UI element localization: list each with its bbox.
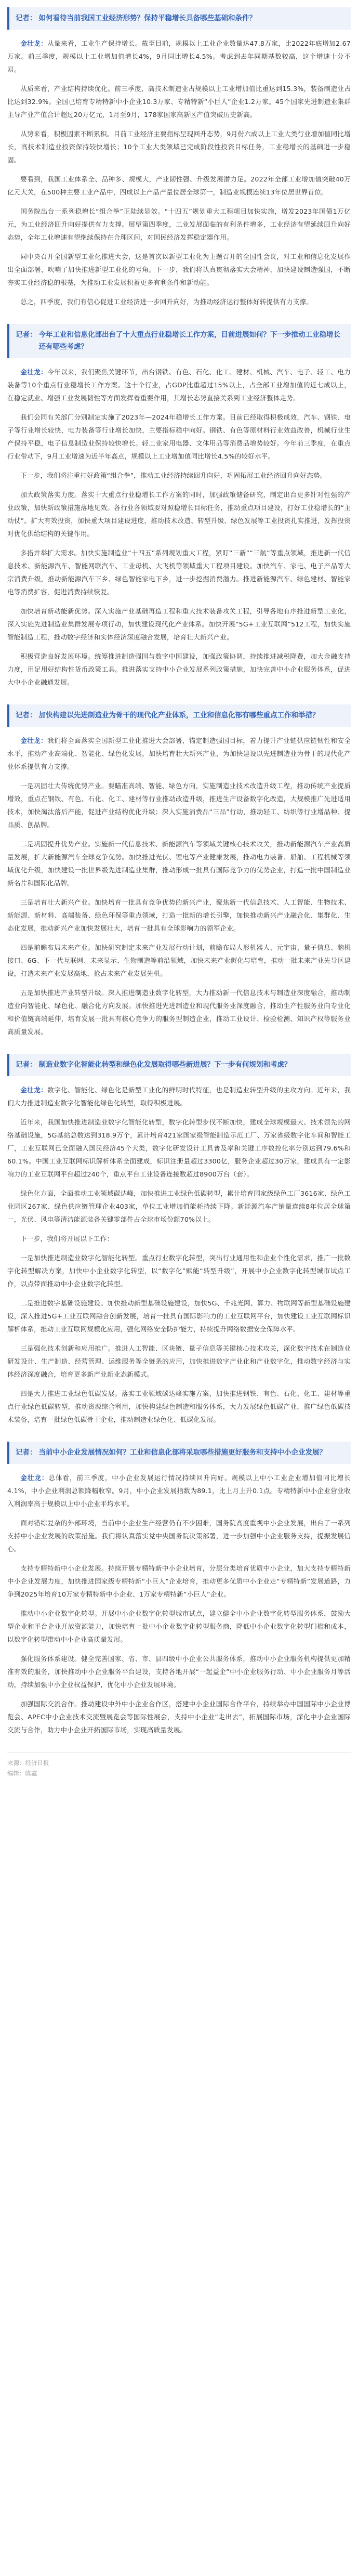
paragraph-text: 今年以来，我们聚焦关键环节，出台钢铁、有色、石化、化工、建材、机械、汽车、电子、轻工、电力装备等10个重点行业稳增长工作方案。这十个行业，占GDP比重超过15%以上，占全部工业增加值的近七成以上，在稳定就业、增强工业发展韧性等方面发挥着重要作用，其增长态势直接关系到工业经济整体走势。 bbox=[7, 368, 351, 402]
question-tag: 记者： bbox=[16, 331, 37, 339]
paragraph-text: 加强国际交流合作。推动建设中外中小企业合作区，搭建中小企业国际合作平台，持续举办中国国际中小企业博览会、APEC中小企业技术交流暨展览会等国际性展会，支持中小企业“走出去”，拓展国际市场，深化中小企业国际交流与合作，助力中小企业开拓国际市场，实现高质量发展。 bbox=[7, 1700, 351, 1734]
answer-paragraph bbox=[7, 896, 351, 935]
paragraph-text: 四是前瞻布局未来产业。加快研究制定未来产业发展行动计划，前瞻布局人形机器人、元宇宙、量子信息、脑机接口、6G、下一代互联网、未来显示、生物制造等前沿领域，加快未来产业孵化与培育，推动一批未来产业先导区建设，打造未来产业发展高地，抢占未来产业发展先机。 bbox=[7, 944, 351, 977]
paragraph-text: 从量来看，工业生产保持增长。截至目前，规模以上工业企业数量达47.8万家，比2022年底增加2.67万家。前三季度，规模以上工业增加值增长4%，9月同比增长4.5%。考虑到去年同期基数较高，这个增速十分不易。 bbox=[7, 40, 351, 73]
answer-paragraph bbox=[7, 411, 351, 463]
paragraph-text: 面对错综复杂的外部环境，当前中小企业生产经营仍有不少困难，国务院高度重视中小企业发展，出台了一系列支持中小企业发展的政策措施。我们将认真落实党中央国务院决策部署，进一步加强中小企业服务支持，提振发展信心。 bbox=[7, 1519, 351, 1553]
paragraph-text: 强化服务体系建设。健全完善国家、省、市、县四级中小企业公共服务体系，推动中小企业服务机构提供更加精准有效的服务，加快推动中小企业服务平台建设，支持各地开展“一起益企”中小企业服务行动、中小企业服务月等活动，持续加强中小企业权益保护，优化中小企业发展环境。 bbox=[7, 1655, 351, 1689]
answer-paragraph bbox=[7, 1516, 351, 1555]
paragraph-text: 我们会同有关部门分别制定实施了2023年—2024年稳增长工作方案。目前已经取得积极成效，汽车、钢铁、电子等行业增长较快，电力装备等行业增长加快，主要指标稳中向好。钢铁、有色等原材料行业效益改善，机械行业生产保持平稳，电子信息制造业保持较快增长。轻工业家用电器、文体用品等消费品增势较好。今年前三季度，在重点行业带动下，9月工业增速为近半年高点，规模以上工业增加值同比增长4.5%的较好水平。 bbox=[7, 413, 351, 460]
qa-block bbox=[7, 7, 351, 308]
answer-paragraph bbox=[7, 1652, 351, 1691]
answer-paragraph bbox=[7, 941, 351, 980]
paragraph-text: 三是培育壮大新兴产业。加快培育一批具有竞争优势的新兴产业，聚焦新一代信息技术、人工智能、生物技术、新能源、新材料、高端装备、绿色环保等重点领域，打造一批新的增长引擎，加快推动新兴产业融合化、集群化、生态化发展，推动新兴产业加快发展壮大，培育一批具有全球影响力的领军企业。 bbox=[7, 898, 351, 932]
paragraph-text: 四是大力推进工业绿色低碳发展。落实工业领域碳达峰实施方案，加快推进钢铁、有色、石化、化工、建材等重点行业绿色低碳转型，推动资源综合利用，加快构建绿色制造和服务体系，大力发展绿色低碳产业，推广绿色低碳技术装备，培育一批绿色低碳骨干企业，推动制造业绿色化、低碳化发展。 bbox=[7, 1390, 351, 1423]
question-banner bbox=[7, 1054, 351, 1076]
question-banner bbox=[7, 704, 351, 727]
paragraph-text: 近年来，我国加快推进制造业数字化智能化转型，数字化转型步伐不断加快，建成全球规模最大、技术领先的网络基础设施，5G基站总数达到318.9万个，累计培育421家国家级智能制造示范工厂、万家省级数字化车间和智能工厂，工业互联网已全面融入国民经济45个大类，数字化研发设计工具普及率和关键工序数控化率分别达到79.6%和60.1%。中国工业互联网标识解析体系全面建成，标识注册量超过3300亿，服务企业超过30万家，建成具有一定影响力的工业互联网平台超过240个，重点平台工业设备连接数超过8900万台（套）。 bbox=[7, 1118, 351, 1178]
qa-block bbox=[7, 704, 351, 1038]
answer-paragraph bbox=[7, 986, 351, 1038]
speaker-name: 金壮龙： bbox=[20, 40, 48, 47]
answer-paragraph bbox=[7, 205, 351, 244]
paragraph-text: 二是推进数字基础设施建设。加快推动新型基础设施建设，加快5G、千兆光网、算力、物联网等新型基础设施建设，深入推进5G+工业互联网融合创新发展，培育一批具有国际影响力的工业互联网平台，加快建设工业互联网标识解析体系，推动工业互联网规模化应用，强化网络安全防护能力，持续提升网络数据安全保障水平。 bbox=[7, 1299, 351, 1333]
paragraph-text: 五是加快推进产业转型升级。深入推进制造业数字化转型，大力推动新一代信息技术与制造业深度融合，推动制造业向智能化、绿色化、融合化方向发展。加快推进先进制造业和现代服务业深度融合，推动生产性服务业向专业化和价值链高端延伸，培育发展一批具有核心竞争力的服务型制造企业，推动工业设计、检验检测、知识产权等服务业高质量发展。 bbox=[7, 989, 351, 1036]
article-footer bbox=[7, 1752, 351, 1779]
speaker-name: 金壮龙： bbox=[20, 1474, 49, 1482]
question-tag: 记者： bbox=[16, 1448, 37, 1457]
paragraph-text: 数字化、智能化、绿色化是新型工业化的鲜明时代特征，也是制造业转型升级的主攻方向。近年来，我们大力推进制造业数字化智能化绿色化转型，取得积极进展。 bbox=[7, 1086, 351, 1107]
qa-block bbox=[7, 1442, 351, 1736]
answer-paragraph bbox=[7, 127, 351, 166]
answer-paragraph bbox=[7, 605, 351, 644]
answer-paragraph bbox=[7, 82, 351, 121]
paragraph-text: 要看到，我国工业体系全、品种多、规模大，产业韧性强、升级发展潜力足。2022年全部工业增加值突破40万亿元大关，在500种主要工业产品中，四成以上产品产量位居全球第一，制造业规模连续13年位居世界首位。 bbox=[7, 175, 351, 196]
answer-paragraph bbox=[7, 1607, 351, 1646]
question-tag: 记者： bbox=[16, 711, 37, 720]
paragraph-text: 总体看，前三季度，中小企业发展运行情况持续回升向好。规模以上中小工业企业增加值同比增长4.1%，中小企业利润总额降幅收窄。9月，中小企业发展指数为89.1，比上月上升0.1点。专精特新中小企业营业收入利润率高于规模以上中小企业平均水平。 bbox=[7, 1474, 351, 1508]
answer-paragraph bbox=[7, 37, 351, 76]
paragraph-text: 我们将全面落实全国新型工业化推进大会部署，锚定制造强国目标，着力提升产业链供应链韧性和安全水平，推动产业高端化、智能化、绿色化发展，加快培育壮大新兴产业，为加快建设以先进制造业为骨干的现代化产业体系提供有力支撑。 bbox=[7, 737, 351, 770]
paragraph-text: 总之，四季度，我们有信心促进工业经济进一步回升向好，为推动经济运行整体好转提供有力支撑。 bbox=[20, 298, 313, 306]
answer-paragraph bbox=[7, 1342, 351, 1381]
question-text: 当前中小企业发展情况如何？工业和信息化部将采取哪些措施更好服务和支持中小企业发展？ bbox=[38, 1448, 326, 1457]
answer-paragraph bbox=[7, 365, 351, 404]
paragraph-text: 加快培育新动能新优势。深入实施产业基础再造工程和重大技术装备攻关工程，引导各地有序推进新型工业化，深入实施先进制造业集群发展专项行动，加快建设现代化产业体系。加快开展“5G+工业互联网”512工程，加快实施智能制造工程，推动数字经济和实体经济深度融合发展，培育壮大新兴产业。 bbox=[7, 607, 351, 641]
answer-paragraph bbox=[7, 1697, 351, 1736]
answer-paragraph bbox=[7, 469, 351, 482]
question-text: 今年工业和信息化部出台了十大重点行业稳增长工作方案，目前进展如何？下一步推动工业稳增长还有哪些考虑？ bbox=[38, 331, 340, 351]
answer-paragraph bbox=[7, 1387, 351, 1426]
answer-paragraph bbox=[7, 1116, 351, 1181]
paragraph-text: 同中央召开全国新型工业化推进大会，这是首次以新型工业化为主题召开的全国性会议，对工业和信息化发展作出全面部署，吹响了加快推进新型工业化的号角。下一步，我们将认真贯彻落实大会精神，加快建设制造强国，不断夯实工业经济稳的根基，为推动工业发展积蓄更多有利条件和新动能。 bbox=[7, 253, 351, 286]
question-banner bbox=[7, 1442, 351, 1464]
paragraph-text: 多措并举扩大需求。加快实施制造业“十四五”系列规划重大工程，紧盯“三新”“三航”等重点领域，推进新一代信息技术、新能源汽车、智能网联汽车、工业母机、大飞机等领域重大工程项目建设。加快汽车、家电、电子产品等大宗消费升级，推动新能源汽车下乡、绿色智能家电下乡，进一步挖掘消费潜力。推进新能源汽车、绿色建材、智能家电等消费扩容，促进消费持续恢复。 bbox=[7, 549, 351, 596]
question-tag: 记者： bbox=[16, 14, 37, 22]
answer-paragraph bbox=[7, 1297, 351, 1336]
speaker-name: 金壮龙： bbox=[20, 368, 48, 376]
paragraph-text: 二是巩固提升优势产业。实施新一代信息技术、新能源汽车等领域关键核心技术攻关，推动新能源汽车产业高质量发展，扩大新能源汽车全球竞争优势。加快推进光伏、锂电等产业健康发展，推动电力装备、船舶、工程机械等领域优化升级，加快建设一批世界级先进制造业集群，推动形成一批具有国际竞争力的优势企业，打造一批中国制造业新名片和国际化品牌。 bbox=[7, 840, 351, 887]
qa-block bbox=[7, 324, 351, 689]
editor-credit: 编辑：陈鑫 bbox=[7, 1770, 37, 1777]
answer-paragraph bbox=[7, 295, 351, 308]
answer-paragraph bbox=[7, 1232, 351, 1245]
paragraph-text: 下一步，我们将注重打好政策“组合拳”，推动工业经济持续回升向好，巩固拓展工业经济回升向好态势。 bbox=[20, 472, 327, 479]
question-banner bbox=[7, 324, 351, 358]
answer-paragraph bbox=[7, 546, 351, 598]
paragraph-text: 加大政策落实力度。落实十大重点行业稳增长工作方案的同时，加强政策储备研究，制定出台更多针对性强的产业政策，加快新政策措施落地见效。各行业各领域要对照稳增长目标任务，推动重点项目建设，打好工业稳增长的“主动仗”。扩大有效投资，加快重大项目建设进度，推动技术改造、转型升级、绿色发展等工业投资扎实推进，发挥投资对优化供给结构的关键作用。 bbox=[7, 491, 351, 538]
paragraph-text: 支持专精特新中小企业发展。持续开展专精特新中小企业培育，分层分类培育优质中小企业，加大支持专精特新中小企业发展力度，加快推进国家级专精特新“小巨人”企业培育，推动更多优质中小企业走“专精特新”发展道路，力争到2025年培育10万家专精特新中小企业、1万家专精特新“小巨人”企业。 bbox=[7, 1564, 351, 1598]
paragraph-text: 从质来看，产业结构持续优化。前三季度，高技术制造业占规模以上工业增加值比重达到15.3%，装备制造业占比达到32.9%。全国已培育专精特新中小企业10.3万家、专精特新“小巨人”企业1.2万家。45个国家先进制造业集群主导产业产值合计超过20万亿元，1月至9月，178家国家高新区产值突破历史新高。 bbox=[7, 85, 351, 119]
answer-paragraph bbox=[7, 1471, 351, 1510]
paragraph-text: 从势来看，积极因素不断累积。目前工业经济主要指标呈现回升态势，9月份六成以上工业大类行业增加值同比增长，高技术制造业投资保持较快增长；10个工业大类领域已完成阶段性投资目标任务，工业稳增长的基础进一步稳固。 bbox=[7, 130, 351, 164]
paragraph-text: 一是巩固壮大传统优势产业。要瞄准高端、智能、绿色方向，实施制造业技术改造升级工程，推动传统产业提质增效，重点在钢铁、有色、石化、化工、建材等行业推动改造升级，推进生产设备数字化改造，大规模推广先进适用技术，加快淘汰落后产能，促进产业结构优化升级；深入实施消费品“三品”行动，推动轻工、纺织等行业增品种、提品质、创品牌。 bbox=[7, 782, 351, 829]
answer-paragraph bbox=[7, 173, 351, 199]
paragraph-text: 下一步，我们将开展以下工作： bbox=[20, 1235, 114, 1243]
paragraph-text: 积极营造良好发展环境。统筹推进制造强国与数字中国建设，加强政策协调，持续推进减税降费，加大金融支持力度，用足用好结构性货币政策工具。推进落实支持中小企业发展系列政策措施，加快完善中小企业服务体系，促进大中小企业融通发展。 bbox=[7, 652, 351, 686]
paragraph-text: 一是加快推进制造业数字化智能化转型。重点行业数字化转型，突出行业通用性和企业个性化需求，推广一批数字化转型解决方案，加快中小企业数字化转型，以“数字化”赋能“转型升级”，开展中小企业数字化转型城市试点工作，以点带面推动中小企业数字化转型。 bbox=[7, 1254, 351, 1288]
paragraph-text: 绿色化方面，全面推动工业领域碳达峰，加快推进工业绿色低碳转型，累计培育国家级绿色工厂3616家、绿色工业园区267家、绿色供应链管理企业403家，单位工业增加值能耗持续下降。新能源汽车产销量连续8年位居全球第一，光伏、风电等清洁能源装备关键零部件占全球市场份额70%以上。 bbox=[7, 1189, 351, 1223]
answer-paragraph bbox=[7, 779, 351, 831]
paragraph-text: 国务院出台一系列稳增长“组合拳”正陆续显效。“十四五”规划重大工程项目加快实施，增发2023年国债1万亿元，为工业经济回升向好提供有力支撑。展望第四季度，工业发展面临的有利条件增多，工业经济有望延续回升向好态势，全年工业增速有望继续保持在合理区间，对国民经济发挥稳定器作用。 bbox=[7, 207, 351, 241]
question-text: 如何看待当前我国工业经济形势？保持平稳增长具备哪些基础和条件？ bbox=[38, 14, 256, 22]
answer-paragraph bbox=[7, 1562, 351, 1601]
question-text: 制造业数字化智能化转型和绿色化发展取得哪些新进展？下一步有何规划和考虑？ bbox=[38, 1061, 291, 1069]
answer-paragraph bbox=[7, 488, 351, 540]
speaker-name: 金壮龙： bbox=[20, 1086, 48, 1094]
paragraph-text: 三是强化技术创新和应用推广。推进人工智能、区块链、量子信息等关键核心技术攻关，深化数字技术在制造业研发设计、生产制造、经营管理、运维服务等全链条的应用，加快推进数字产业化和产业数字化，推动数字经济与实体经济深度融合，培育更多新产业新业态新模式。 bbox=[7, 1344, 351, 1378]
source-credit: 来源：经济日报 bbox=[7, 1759, 49, 1767]
speaker-name: 金壮龙： bbox=[20, 737, 48, 744]
answer-paragraph bbox=[7, 250, 351, 289]
question-banner bbox=[7, 7, 351, 30]
paragraph-text: 推动中小企业数字化转型。开展中小企业数字化转型城市试点，建立健全中小企业数字化转型服务体系，鼓励大型企业和平台企业开放资源能力，加快培育一批中小企业数字化转型服务商，降低中小企业数字化转型门槛和成本，以数字化转型带动中小企业高质量发展。 bbox=[7, 1610, 351, 1643]
answer-paragraph bbox=[7, 1187, 351, 1226]
answer-paragraph bbox=[7, 734, 351, 773]
answer-paragraph bbox=[7, 838, 351, 890]
question-text: 加快构建以先进制造业为骨干的现代化产业体系，工业和信息化部有哪些重点工作和举措？ bbox=[38, 711, 320, 720]
answer-paragraph bbox=[7, 1251, 351, 1290]
answer-paragraph bbox=[7, 1083, 351, 1109]
question-tag: 记者： bbox=[16, 1061, 37, 1069]
answer-paragraph bbox=[7, 650, 351, 689]
qa-block bbox=[7, 1054, 351, 1426]
